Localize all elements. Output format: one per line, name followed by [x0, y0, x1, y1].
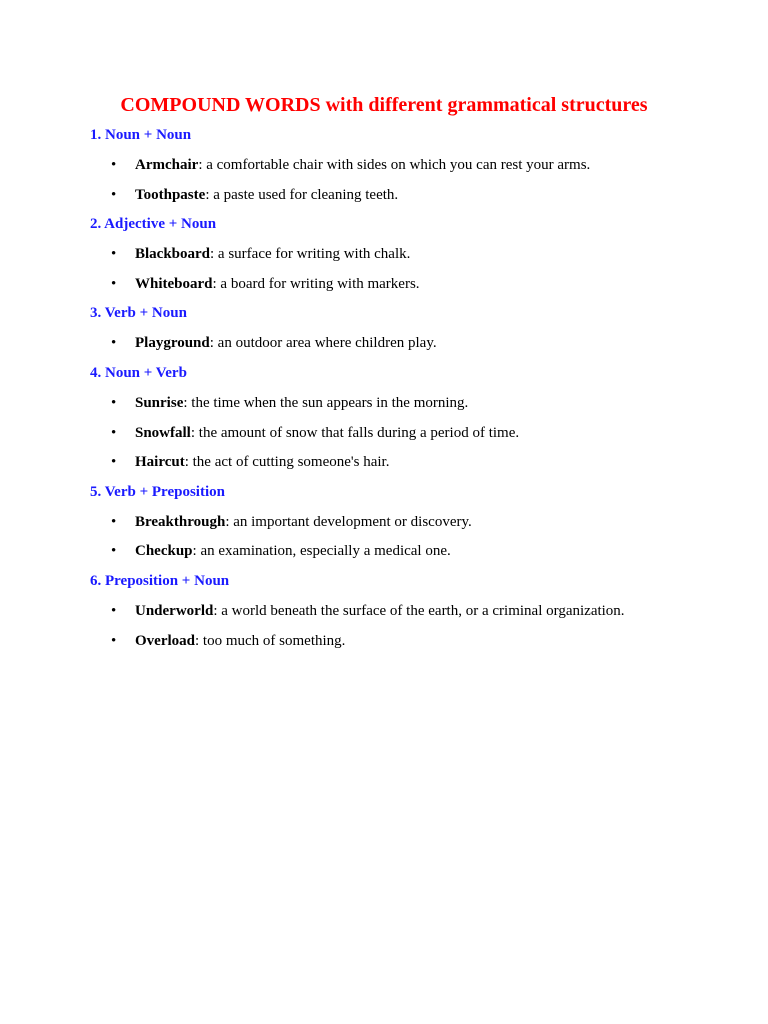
list-item: [90, 245, 730, 263]
bullet-icon: •: [111, 157, 117, 173]
entry-list: [90, 156, 730, 204]
list-item: [90, 334, 730, 352]
entry-term: Whiteboard: [135, 275, 213, 292]
entry-definition: : the time when the sun appears in the morning.: [183, 394, 469, 411]
entry-term: Underworld: [135, 602, 214, 619]
section-heading: 4. Noun + Verb: [90, 364, 187, 381]
section-heading: 3. Verb + Noun: [90, 305, 187, 322]
entry-definition: : a paste used for cleaning teeth.: [205, 186, 399, 203]
bullet-icon: •: [111, 543, 117, 560]
entry-definition: : the amount of snow that falls during a period of time.: [190, 424, 520, 441]
entry-term: Snowfall: [135, 424, 191, 441]
document-title: COMPOUND WORDS with different grammatical structures: [120, 94, 648, 116]
entry-term: Overload: [135, 632, 195, 649]
entry-term: Playground: [135, 335, 210, 352]
list-item: [90, 602, 730, 620]
list-item: [90, 513, 730, 531]
bullet-icon: •: [111, 454, 117, 471]
list-item: [90, 394, 730, 412]
entry-term: Sunrise: [135, 394, 184, 411]
bullet-icon: •: [111, 424, 117, 441]
entry-term: Haircut: [135, 454, 185, 471]
list-item: [90, 156, 730, 174]
entry-list: [90, 602, 730, 650]
entry-definition: : a board for writing with markers.: [212, 275, 420, 292]
list-item: [90, 424, 730, 442]
entry-list: [90, 394, 730, 471]
section-heading: 6. Preposition + Noun: [90, 572, 230, 589]
entry-definition: : an outdoor area where children play.: [209, 335, 437, 352]
bullet-icon: •: [111, 602, 117, 619]
entry-term: Breakthrough: [135, 513, 226, 530]
section-heading: 5. Verb + Preposition: [90, 483, 225, 500]
list-item: [90, 275, 730, 293]
document-body: [90, 126, 730, 661]
bullet-icon: •: [111, 186, 117, 203]
entry-list: [90, 245, 730, 293]
entry-list: [90, 334, 730, 352]
entry-term: Toothpaste: [135, 186, 206, 203]
entry-definition: : too much of something.: [195, 632, 346, 649]
entry-definition: : the act of cutting someone's hair.: [184, 454, 390, 471]
bullet-icon: •: [111, 246, 117, 263]
entry-definition: : an examination, especially a medical one.: [192, 543, 451, 560]
entry-definition: : a surface for writing with chalk.: [210, 246, 411, 263]
bullet-icon: •: [111, 632, 117, 649]
list-item: [90, 542, 730, 560]
entry-term: Checkup: [135, 543, 193, 560]
entry-term: Blackboard: [135, 246, 211, 263]
entry-definition: : an important development or discovery.: [225, 513, 472, 530]
entry-term: Armchair: [135, 157, 199, 173]
section-heading: 2. Adjective + Noun: [90, 216, 217, 233]
bullet-icon: •: [111, 513, 117, 530]
entry-list: [90, 513, 730, 561]
bullet-icon: •: [111, 335, 117, 352]
entry-definition: : a comfortable chair with sides on which you can rest your arms.: [198, 157, 591, 173]
bullet-icon: •: [111, 275, 117, 292]
section-heading: 1. Noun + Noun: [90, 127, 192, 143]
bullet-icon: •: [111, 394, 117, 411]
entry-definition: : a world beneath the surface of the earth, or a criminal organization.: [213, 602, 625, 619]
list-item: [90, 186, 730, 204]
list-item: [90, 632, 730, 650]
list-item: [90, 453, 730, 471]
